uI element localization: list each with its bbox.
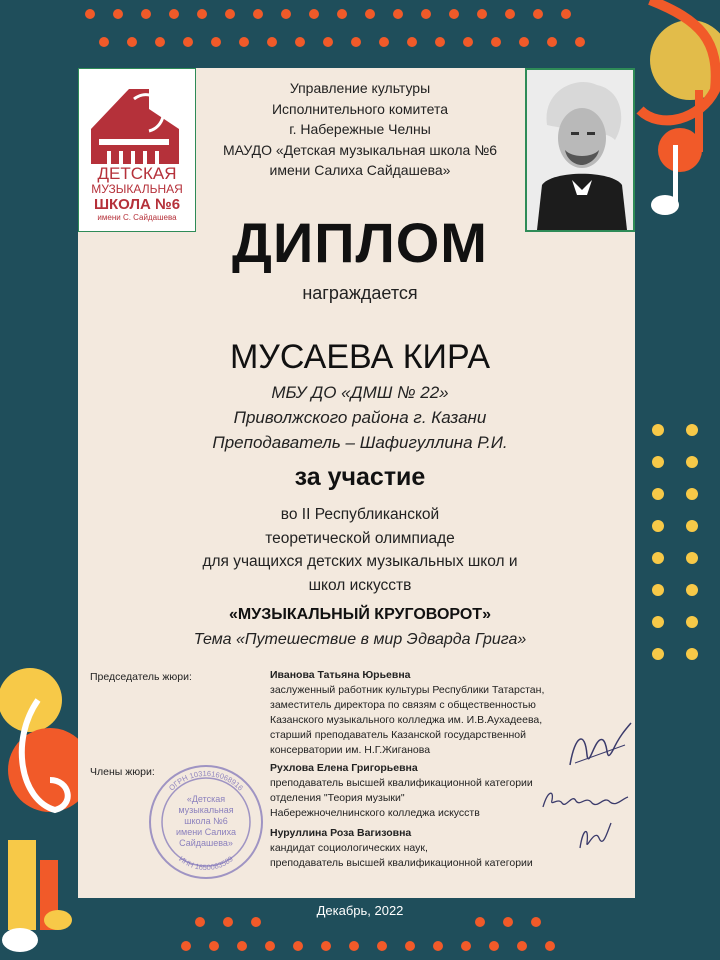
logo-text-line3: ШКОЛА №6	[93, 196, 181, 213]
jury-member2-block	[270, 826, 610, 871]
jury-chair-detail: старший преподаватель Казанской государственной	[270, 729, 527, 741]
stamp-text-line: Сайдашева»	[179, 838, 233, 848]
jury-member2-detail: кандидат социологических наук,	[270, 842, 428, 854]
stamp-text-line: музыкальная	[178, 805, 234, 815]
school-line: Преподаватель – Шафигуллина Р.И.	[212, 433, 508, 452]
jury-member2-name: Нуруллина Роза Вагизовна	[270, 827, 412, 839]
contest-theme: Тема «Путешествие в мир Эдварда Грига»	[193, 631, 527, 648]
jury-chair-label: Председатель жюри:	[90, 671, 192, 683]
jury-member1-detail: Набережночелнинского колледжа искусств	[270, 807, 480, 819]
piano-logo-icon	[79, 69, 195, 231]
stamp-ring-bottom: ИНН 1650083589	[177, 854, 235, 873]
logo-text-line4: имени С. Сайдашева	[97, 213, 177, 222]
contest-name: «МУЗЫКАЛЬНЫЙ КРУГОВОРОТ»	[229, 606, 491, 623]
for-participation: за участие	[294, 463, 426, 491]
description-line: во II Республиканской	[280, 506, 440, 523]
school-line: Приволжского района г. Казани	[233, 408, 487, 427]
portrait-image	[527, 70, 633, 230]
svg-text:ИНН 1650083589	[177, 854, 235, 872]
jury-chair-detail: консерватории им. Н.Г.Жиганова	[270, 744, 431, 756]
description-line: теоретической олимпиаде	[265, 529, 455, 547]
composer-portrait	[525, 68, 635, 232]
recipient-school	[130, 380, 590, 455]
jury-members-label: Члены жюри:	[90, 766, 155, 778]
issue-date: Декабрь, 2022	[316, 903, 404, 918]
jury-chair-name: Иванова Татьяна Юрьевна	[270, 669, 411, 681]
header-line: Управление культуры	[289, 80, 431, 96]
recipient-name: МУСАЕВА КИРА	[229, 338, 491, 376]
jury-member2-detail: преподаватель высшей квалификационной категории	[270, 857, 533, 869]
header-line: г. Набережные Челны	[289, 121, 431, 137]
header-line: МАУДО «Детская музыкальная школа №6	[222, 141, 498, 158]
signature-member1-image	[540, 785, 630, 815]
logo-text-line2: МУЗЫКАЛЬНАЯ	[91, 182, 183, 196]
issuer-header	[200, 78, 520, 181]
jury-chair-detail: Казанского музыкального колледжа им. И.В.Аухадеева,	[270, 714, 543, 726]
header-line: Исполнительного комитета	[271, 100, 448, 117]
stamp-text-line: имени Салиха	[175, 827, 237, 837]
signature-member2-image	[575, 818, 615, 858]
signature-chair-image	[565, 715, 635, 775]
jury-chair-detail: заместитель директора по связям с общественностью	[270, 699, 536, 711]
school-logo	[78, 68, 196, 232]
jury-chair-detail: заслуженный работник культуры Республики Татарстан,	[270, 684, 545, 696]
description-line: для учащихся детских музыкальных школ и	[202, 553, 518, 570]
diploma-title: ДИПЛОМ	[232, 211, 488, 274]
stamp-ring-top: ОГРН 1031616068916	[166, 768, 246, 793]
logo-text-line1: ДЕТСКАЯ	[97, 164, 177, 183]
awarded-label: награждается	[302, 283, 418, 303]
description-line: школ искусств	[308, 576, 412, 594]
event-description	[130, 503, 590, 597]
school-stamp-icon	[146, 762, 266, 882]
jury-member1-detail: преподаватель высшей квалификационной категории	[270, 777, 533, 789]
jury-member1-name: Рухлова Елена Григорьевна	[270, 762, 418, 774]
school-line: МБУ ДО «ДМШ № 22»	[271, 383, 449, 402]
stamp-text-line: школа №6	[184, 816, 228, 826]
header-line: имени Салиха Сайдашева»	[269, 162, 451, 178]
jury-member1-detail: отделения "Теория музыки"	[270, 792, 405, 804]
jury-chair-block	[270, 668, 610, 758]
stamp-text-line: «Детская	[186, 794, 226, 804]
